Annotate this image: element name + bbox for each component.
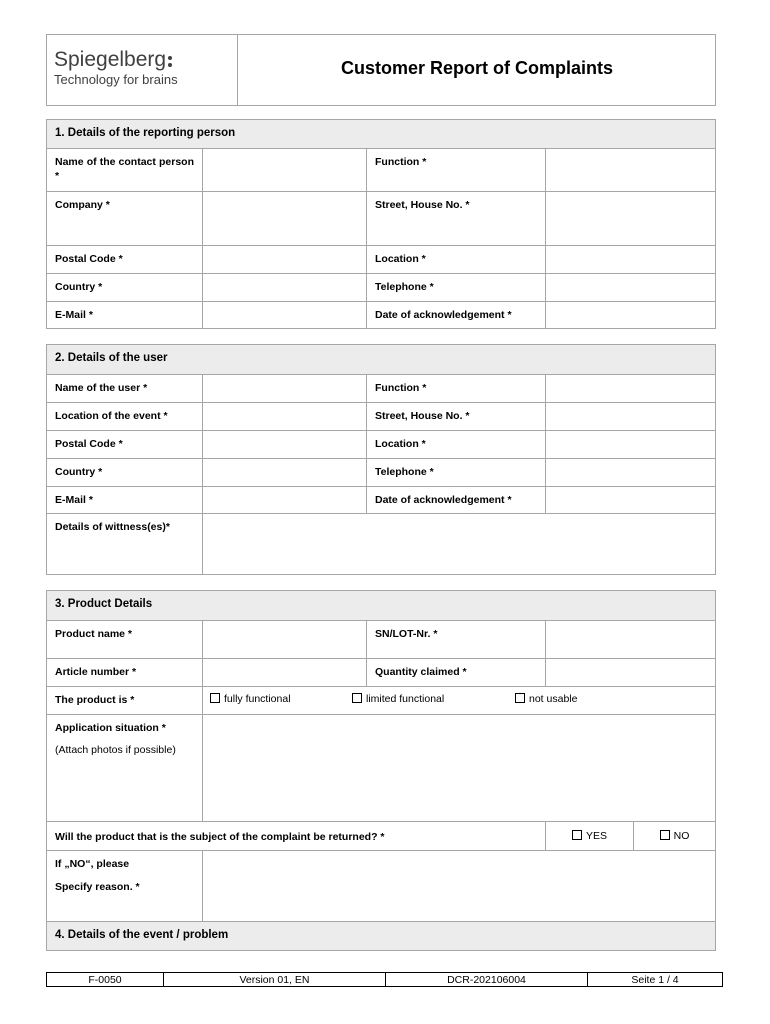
option-not-usable[interactable]	[515, 693, 577, 705]
label-if-no: If „NO“, please	[55, 858, 130, 870]
application-field[interactable]	[202, 714, 716, 822]
option-no[interactable]	[633, 821, 716, 851]
location-field-1[interactable]	[545, 245, 716, 274]
country-field-2[interactable]	[202, 458, 367, 487]
email-field-2[interactable]	[202, 486, 367, 514]
function-field-2[interactable]	[545, 374, 716, 403]
label-specify-reason: Specify reason. *	[55, 881, 140, 893]
label-postal-2: Postal Code *	[46, 430, 203, 459]
company-field[interactable]	[202, 191, 367, 246]
event-location-field[interactable]	[202, 402, 367, 431]
label-postal-1: Postal Code *	[46, 245, 203, 274]
label-street-1: Street, House No. *	[366, 191, 546, 246]
user-name-field[interactable]	[202, 374, 367, 403]
checkbox-icon[interactable]	[572, 830, 582, 840]
telephone-field-2[interactable]	[545, 458, 716, 487]
label-telephone-1: Telephone *	[366, 273, 546, 302]
checkbox-icon[interactable]	[352, 693, 362, 703]
label-witness: Details of wittness(es)*	[46, 513, 203, 575]
label-date-ack-1: Date of acknowledgement *	[366, 301, 546, 329]
if-no-label-cell	[46, 850, 203, 922]
checkbox-icon[interactable]	[210, 693, 220, 703]
option-label: not usable	[529, 693, 578, 705]
label-product-name: Product name *	[46, 620, 203, 659]
label-return-question: Will the product that is the subject of the complaint be returned? *	[46, 821, 546, 851]
option-limited-functional[interactable]	[352, 693, 444, 705]
location-field-2[interactable]	[545, 430, 716, 459]
checkbox-icon[interactable]	[515, 693, 525, 703]
label-attach-photos: (Attach photos if possible)	[55, 744, 176, 756]
label-street-2: Street, House No. *	[366, 402, 546, 431]
section2-header: 2. Details of the user	[46, 344, 716, 375]
footer-dcr: DCR-202106004	[385, 972, 588, 987]
article-number-field[interactable]	[202, 658, 367, 687]
product-name-field[interactable]	[202, 620, 367, 659]
option-label: limited functional	[366, 693, 445, 705]
option-yes[interactable]	[545, 821, 634, 851]
checkbox-icon[interactable]	[660, 830, 670, 840]
label-email-2: E-Mail *	[46, 486, 203, 514]
logo-dots-icon	[168, 56, 172, 67]
telephone-field-1[interactable]	[545, 273, 716, 302]
label-location-1: Location *	[366, 245, 546, 274]
witness-field[interactable]	[202, 513, 716, 575]
label-function-1: Function *	[366, 148, 546, 192]
footer-version: Version 01, EN	[163, 972, 386, 987]
option-label: NO	[673, 830, 690, 842]
label-quantity: Quantity claimed *	[366, 658, 546, 687]
quantity-field[interactable]	[545, 658, 716, 687]
option-label: fully functional	[224, 693, 291, 705]
email-field-1[interactable]	[202, 301, 367, 329]
postal-field-1[interactable]	[202, 245, 367, 274]
application-label-cell	[46, 714, 203, 822]
label-country-2: Country *	[46, 458, 203, 487]
section4-header: 4. Details of the event / problem	[46, 921, 716, 951]
street-field-2[interactable]	[545, 402, 716, 431]
footer-form-id: F-0050	[46, 972, 164, 987]
label-date-ack-2: Date of acknowledgement *	[366, 486, 546, 514]
function-field-1[interactable]	[545, 148, 716, 192]
label-telephone-2: Telephone *	[366, 458, 546, 487]
page-title: Customer Report of Complaints	[340, 58, 613, 78]
country-field-1[interactable]	[202, 273, 367, 302]
label-company: Company *	[46, 191, 203, 246]
label-product-is: The product is *	[46, 686, 203, 715]
company-logo	[54, 48, 234, 98]
label-application: Application situation *	[55, 722, 166, 734]
section1-header: 1. Details of the reporting person	[46, 119, 716, 149]
date-ack-field-1[interactable]	[545, 301, 716, 329]
postal-field-2[interactable]	[202, 430, 367, 459]
label-user-name: Name of the user *	[46, 374, 203, 403]
label-country-1: Country *	[46, 273, 203, 302]
option-fully-functional[interactable]	[210, 693, 291, 705]
street-field-1[interactable]	[545, 191, 716, 246]
option-label: YES	[585, 830, 607, 842]
label-event-location: Location of the event *	[46, 402, 203, 431]
label-location-2: Location *	[366, 430, 546, 459]
section3-header: 3. Product Details	[46, 590, 716, 621]
label-email-1: E-Mail *	[46, 301, 203, 329]
label-function-2: Function *	[366, 374, 546, 403]
label-article-number: Article number *	[46, 658, 203, 687]
sn-lot-field[interactable]	[545, 620, 716, 659]
footer-page: Seite 1 / 4	[587, 972, 723, 987]
date-ack-field-2[interactable]	[545, 486, 716, 514]
contact-name-field[interactable]	[202, 148, 367, 192]
logo-tagline: Technology for brains	[54, 72, 178, 87]
label-contact-name: Name of the contact person *	[46, 148, 203, 192]
reason-field[interactable]	[202, 850, 716, 922]
label-sn-lot: SN/LOT-Nr. *	[366, 620, 546, 659]
logo-name: Spiegelberg	[54, 48, 167, 71]
